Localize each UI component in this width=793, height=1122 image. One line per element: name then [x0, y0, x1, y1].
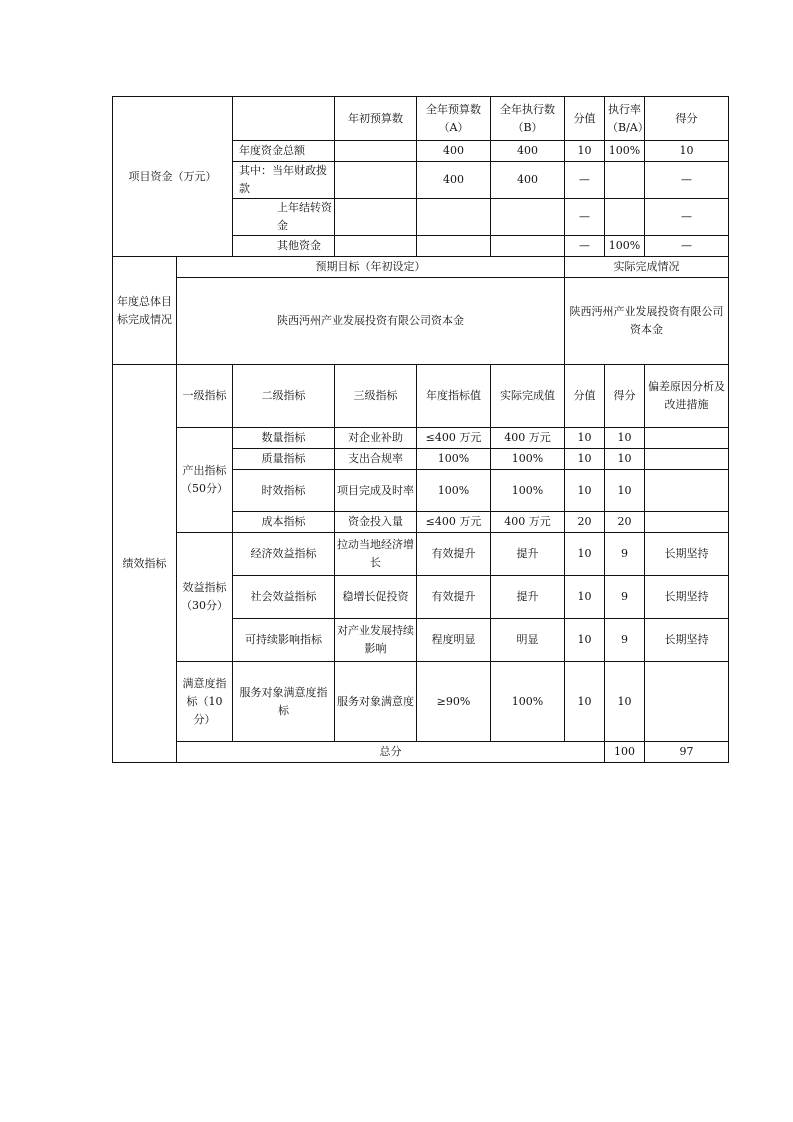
- fund-rate: 100%: [605, 141, 645, 162]
- goals-content-row: [113, 278, 729, 365]
- indicator-row: [113, 533, 729, 576]
- score-value: 10: [565, 662, 605, 742]
- actual: 提升: [491, 576, 565, 619]
- header-level2: 二级指标: [233, 365, 335, 428]
- level1-benefit: 效益指标（30分）: [177, 533, 233, 662]
- fund-initial: [335, 141, 417, 162]
- fund-initial: [335, 199, 417, 236]
- target: 100%: [417, 449, 491, 470]
- fund-rate: 100%: [605, 236, 645, 257]
- header-actual: 实际完成值: [491, 365, 565, 428]
- fund-executed-b: [491, 199, 565, 236]
- total-score-value: 100: [605, 742, 645, 763]
- level2: 服务对象满意度指标: [233, 662, 335, 742]
- header-score-value: 分值: [565, 97, 605, 141]
- goals-label: 年度总体目标完成情况: [113, 257, 177, 365]
- fund-score-value: —: [565, 236, 605, 257]
- actual: 100%: [491, 449, 565, 470]
- funds-header-row: [113, 97, 729, 141]
- funds-label: 项目资金（万元）: [113, 97, 233, 257]
- score: 9: [605, 533, 645, 576]
- actual: 100%: [491, 662, 565, 742]
- actual: 明显: [491, 619, 565, 662]
- fund-executed-b: 400: [491, 162, 565, 199]
- total-label: 总分: [177, 742, 605, 763]
- header-budget-a: 全年预算数（A）: [417, 97, 491, 141]
- fund-budget-a: [417, 199, 491, 236]
- deviation: 长期坚持: [645, 533, 729, 576]
- level3: 对企业补助: [335, 428, 417, 449]
- fund-executed-b: 400: [491, 141, 565, 162]
- fund-score: —: [645, 199, 729, 236]
- level3: 对产业发展持续影响: [335, 619, 417, 662]
- fund-budget-a: 400: [417, 162, 491, 199]
- header-initial: 年初预算数: [335, 97, 417, 141]
- header-ind-score: 得分: [605, 365, 645, 428]
- header-rate: 执行率（B/A）: [605, 97, 645, 141]
- fund-rate: [605, 199, 645, 236]
- fund-score: —: [645, 236, 729, 257]
- score-value: 10: [565, 470, 605, 512]
- actual: 100%: [491, 470, 565, 512]
- actual-goal-header: 实际完成情况: [565, 257, 729, 278]
- score: 20: [605, 512, 645, 533]
- target: ≤400 万元: [417, 428, 491, 449]
- header-score: 得分: [645, 97, 729, 141]
- level2: 数量指标: [233, 428, 335, 449]
- total-score: 97: [645, 742, 729, 763]
- fund-name: 其中：当年财政拨款: [233, 162, 335, 199]
- score: 9: [605, 576, 645, 619]
- fund-name: 其他资金: [233, 236, 335, 257]
- deviation: [645, 428, 729, 449]
- deviation: [645, 662, 729, 742]
- score-value: 10: [565, 533, 605, 576]
- header-executed-b: 全年执行数（B）: [491, 97, 565, 141]
- fund-rate: [605, 162, 645, 199]
- level3: 资金投入量: [335, 512, 417, 533]
- fund-score-value: —: [565, 199, 605, 236]
- performance-table: [112, 96, 729, 763]
- level2: 社会效益指标: [233, 576, 335, 619]
- indicator-row: [113, 428, 729, 449]
- indicator-row: [113, 662, 729, 742]
- fund-score: 10: [645, 141, 729, 162]
- score-value: 10: [565, 449, 605, 470]
- target: 有效提升: [417, 576, 491, 619]
- fund-initial: [335, 236, 417, 257]
- header-level3: 三级指标: [335, 365, 417, 428]
- actual: 提升: [491, 533, 565, 576]
- fund-budget-a: 400: [417, 141, 491, 162]
- deviation: [645, 449, 729, 470]
- deviation: [645, 512, 729, 533]
- level3: 拉动当地经济增长: [335, 533, 417, 576]
- level1-satisfaction: 满意度指标（10分）: [177, 662, 233, 742]
- fund-name: 年度资金总额: [233, 141, 335, 162]
- header-target: 年度指标值: [417, 365, 491, 428]
- level1-output: 产出指标（50分）: [177, 428, 233, 533]
- level2: 成本指标: [233, 512, 335, 533]
- fund-name: 上年结转资金: [233, 199, 335, 236]
- deviation: 长期坚持: [645, 576, 729, 619]
- indicators-header-row: [113, 365, 729, 428]
- fund-score-value: 10: [565, 141, 605, 162]
- total-row: [113, 742, 729, 763]
- score-value: 10: [565, 576, 605, 619]
- fund-score: —: [645, 162, 729, 199]
- level3: 项目完成及时率: [335, 470, 417, 512]
- score: 10: [605, 662, 645, 742]
- level2: 质量指标: [233, 449, 335, 470]
- level3: 服务对象满意度: [335, 662, 417, 742]
- level3: 支出合规率: [335, 449, 417, 470]
- score: 10: [605, 470, 645, 512]
- fund-initial: [335, 162, 417, 199]
- level2: 时效指标: [233, 470, 335, 512]
- score-value: 10: [565, 619, 605, 662]
- header-ind-score-value: 分值: [565, 365, 605, 428]
- deviation: [645, 470, 729, 512]
- actual-goal-text: 陕西沔州产业发展投资有限公司资本金: [565, 278, 729, 365]
- target: ≤400 万元: [417, 512, 491, 533]
- score: 10: [605, 428, 645, 449]
- expected-goal-header: 预期目标（年初设定）: [177, 257, 565, 278]
- header-level1: 一级指标: [177, 365, 233, 428]
- target: ≥90%: [417, 662, 491, 742]
- target: 程度明显: [417, 619, 491, 662]
- score: 9: [605, 619, 645, 662]
- level3: 稳增长促投资: [335, 576, 417, 619]
- indicators-label: 绩效指标: [113, 365, 177, 763]
- deviation: 长期坚持: [645, 619, 729, 662]
- score-value: 10: [565, 428, 605, 449]
- level2: 经济效益指标: [233, 533, 335, 576]
- fund-budget-a: [417, 236, 491, 257]
- actual: 400 万元: [491, 512, 565, 533]
- target: 有效提升: [417, 533, 491, 576]
- expected-goal-text: 陕西沔州产业发展投资有限公司资本金: [177, 278, 565, 365]
- fund-executed-b: [491, 236, 565, 257]
- header-deviation: 偏差原因分析及改进措施: [645, 365, 729, 428]
- score: 10: [605, 449, 645, 470]
- actual: 400 万元: [491, 428, 565, 449]
- level2: 可持续影响指标: [233, 619, 335, 662]
- goals-header-row: [113, 257, 729, 278]
- fund-score-value: —: [565, 162, 605, 199]
- target: 100%: [417, 470, 491, 512]
- score-value: 20: [565, 512, 605, 533]
